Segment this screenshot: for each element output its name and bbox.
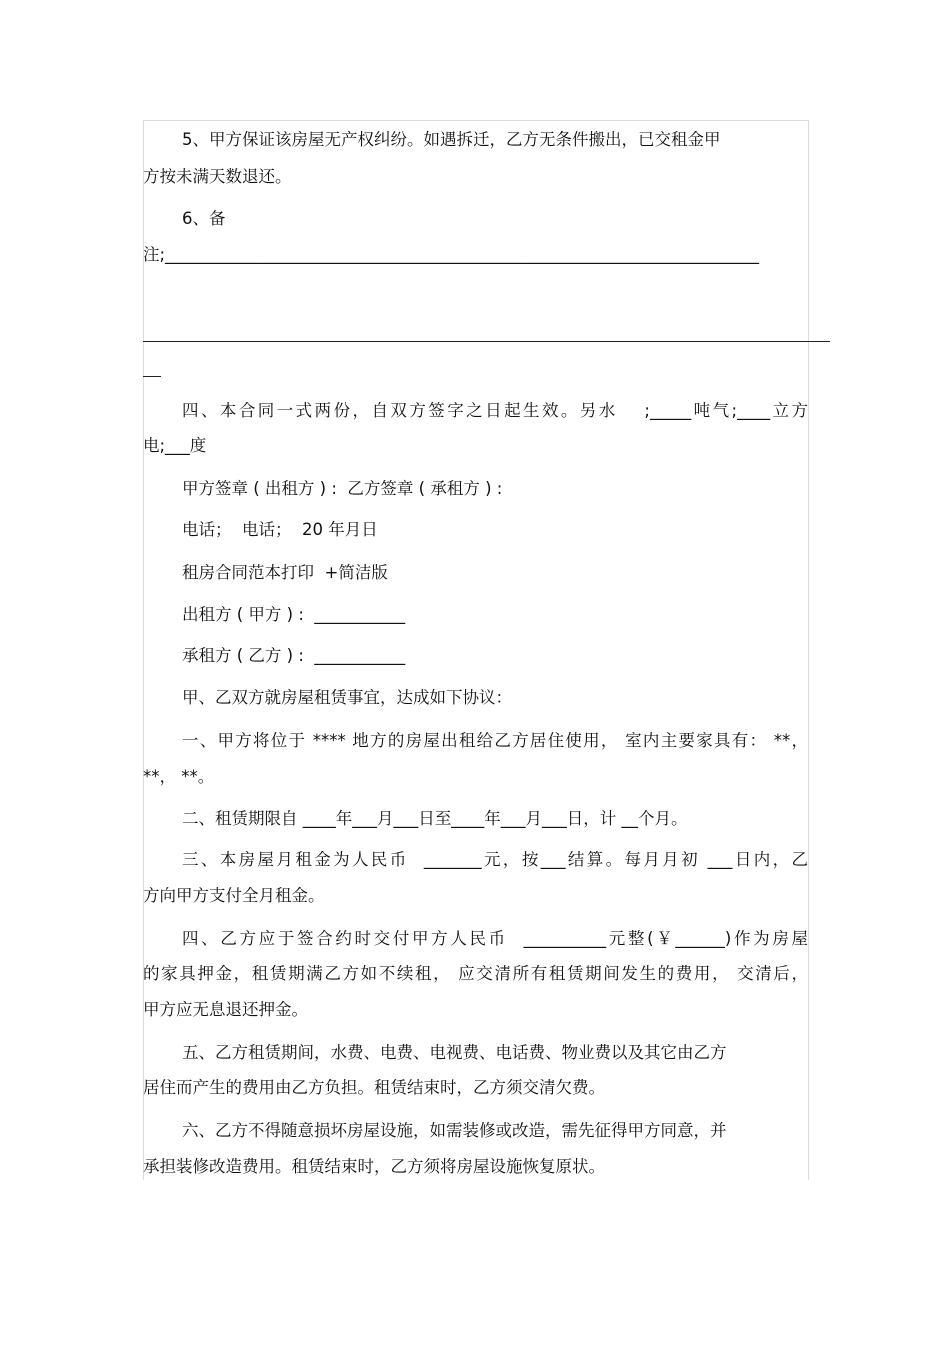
article-3-line-1: 三、本房屋月租金为人民币 _______元，按___结算。每月月初 ___日内，乙 <box>182 850 808 869</box>
document-title: 租房合同范本打印 +简洁版 <box>182 563 388 582</box>
page-border-right <box>808 120 809 1180</box>
lessor-line: 出租方 ( 甲方 ) : ___________ <box>182 605 406 624</box>
article-1-line-1: 一、甲方将位于 **** 地方的房屋出租给乙方居住使用， 室内主要家具有： **， <box>182 731 808 750</box>
signature-labels: 甲方签章 ( 出租方 ) : 乙方签章 ( 承租方 ) : <box>182 479 503 498</box>
clause-four-line-2: 电;___度 <box>143 436 207 455</box>
article-6-line-1: 六、乙方不得随意损坏房屋设施，如需装修或改造，需先征得甲方同意，并 <box>182 1121 727 1140</box>
article-5-line-1: 五、乙方租赁期间，水费、电费、电视费、电话费、物业费以及其它由乙方 <box>182 1043 727 1062</box>
article-3-line-2: 方向甲方支付全月租金。 <box>143 886 325 905</box>
agreement-intro: 甲、乙双方就房屋租赁事宜，达成如下协议： <box>182 688 512 707</box>
article-2: 二、租赁期限自 ____年___月___日至____年___月___日，计 __个月。 <box>182 809 688 828</box>
clause-5-line-2: 方按未满天数退还。 <box>143 167 292 186</box>
clause-5-line-1: 5、甲方保证该房屋无产权纠纷。如遇拆迁，乙方无条件搬出，已交租金甲 <box>182 130 721 149</box>
remarks-blank: 注;________________________________________________________________________ <box>143 245 760 264</box>
remarks-tail <box>143 364 808 384</box>
clause-four-line-1: 四、本合同一式两份，自双方签字之日起生效。另水 ;_____吨气;____立方 <box>182 401 808 420</box>
phone-date-line: 电话； 电话； 20 年月日 <box>182 520 378 539</box>
article-4-line-3: 甲方应无息退还押金。 <box>143 1000 308 1019</box>
article-6-line-2: 承担装修改造费用。租赁结束时，乙方须将房屋设施恢复原状。 <box>143 1157 605 1176</box>
page-border-top <box>143 120 809 121</box>
article-4-line-2: 的家具押金，租赁期满乙方如不续租， 应交清所有租赁期间发生的费用， 交清后， <box>143 964 808 983</box>
remarks-label: 6、备 <box>182 209 226 228</box>
article-4-line-1: 四、乙方应于签合约时交付甲方人民币 __________元整(￥______)作为房屋 <box>182 929 808 948</box>
article-5-line-2: 居住而产生的费用由乙方负担。租赁结束时，乙方须交清欠费。 <box>143 1078 605 1097</box>
article-1-line-2: **， **。 <box>143 767 215 786</box>
lessee-line: 承租方 ( 乙方 ) : ___________ <box>182 646 406 665</box>
blank-rule-long <box>143 341 830 342</box>
